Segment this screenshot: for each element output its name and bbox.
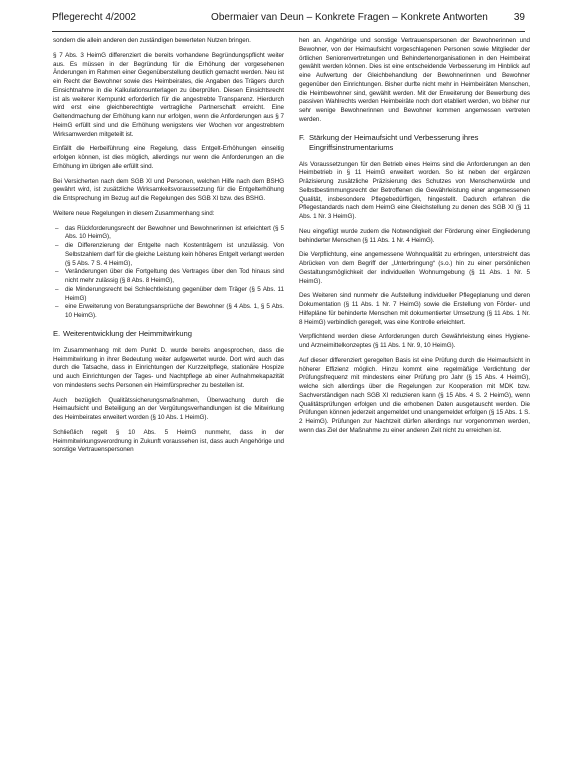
- paragraph: Schließlich regelt § 10 Abs. 5 HeimG nunmehr, dass in der Heimmitwirkungsverordnung in Zukunft voraussehen ist, dass auch Angehörige und sonstige Vertrauenspersonen: [53, 428, 284, 454]
- section-heading-e: [53, 329, 284, 339]
- paragraph: Im Zusammenhang mit dem Punkt D. wurde bereits angesprochen, dass die Heimmitwirkung in ihrer Bedeutung weiter aufgewertet wurde. Dort wird auch das durch die Tatsache, dass in Einrichtungen der Kurzzeitpflege, stationäre Hospize und auch Einrichtungen der Tages- und Nachtpflege ab einer Aufnahmekapazität von mindestens sechs Personen ein Heimfürsprecher zu bestellen ist.: [53, 346, 284, 389]
- paragraph: § 7 Abs. 3 HeimG differenziert die bereits vorhandene Begründungspflicht weiter aus. Es müssen in der Begründung für die Erhöhung der vorgesehenen Änderungen im Rahmen einer Gegenüberstellung deutlich gemacht werden. Neu ist ein Recht der Bewohner sowie des Heimbeirates, die Angaben des Trägers durch Einsichtnahme in die Kalkulationsunterlagen zu überprüfen. Diesen Einsichtsrecht ist als weiterer Kernpunkt erforderlich für die angestrebte Transparenz. Hierdurch wird erst eine gleichberechtigte vertragliche Partnerschaft erreicht. Eine Geltendmachung der Erhöhung kann nur erfolgen, wenn die Anforderungen aus § 7 HeimG erfüllt sind und die Erhöhung wenigstens vier Wochen vor angestrebtem Wirksamwerden mitgeteilt ist.: [53, 51, 284, 138]
- section-title: Stärkung der Heimaufsicht und Verbesserung ihres Eingriffsinstrumentariums: [309, 132, 479, 152]
- page-header: [52, 12, 525, 32]
- section-title: Weiterentwicklung der Heimmitwirkung: [63, 328, 192, 338]
- section-number: F.: [299, 132, 305, 142]
- paragraph: Bei Versicherten nach dem SGB XI und Personen, welchen Hilfe nach dem BSHG gewährt wird, ist zusätzliche Wirksamkeitsvoraussetzung für die Entgelterhöhung die Entsprechung im Bezug auf die Regelungen des SGB XI bzw. des BSHG.: [53, 177, 284, 202]
- paragraph: hen an. Angehörige und sonstige Vertrauenspersonen der Bewohnerinnen und Bewohner, von der Heimaufsicht vorgeschlagenen Personen sowie Mitglieder der örtlichen Seniorenvertretungen und Behindertenorganisationen in den Heimbeirat gewählt werden können. Dies ist eine entscheidende Verbesserung im Hinblick auf eine Aufwertung der Gleichbehandlung der Bewohnerinnen und Bewohner gegenüber den Einrichtungen. Bisher durfte nicht mehr in Heimbeiräten Menschen, die Heimbewohner sind, gewählt werden. Mit der Erweiterung der Bewerbung des passiven Wahlrechts werden Heimbeiräte noch dort etabliert werden, wo bisher nur sehr wenige Bewohnerinnen und Bewohner kommen angemessen vertreten werden.: [299, 37, 530, 123]
- list-item: – die Minderungsrecht bei Schlechtleistung gegenüber dem Träger (§ 5 Abs. 11 HeimG): [53, 286, 284, 304]
- paragraph: Neu eingefügt wurde zudem die Notwendigkeit der Förderung einer Eingliederung behinderter Menschen (§ 11 Abs. 1 Nr. 4 HeimG).: [299, 227, 530, 244]
- section-number: E.: [53, 328, 61, 338]
- paragraph: Auch bezüglich Qualitätssicherungsmaßnahmen, Überwachung durch die Heimaufsicht und Beteiligung an der Vergütungsverhandlungen ist die Mitwirkung des Heimbeirates erweitert worden (§ 10 Abs. 1 HeimG).: [53, 396, 284, 421]
- paragraph: Auf dieser differenziert geregelten Basis ist eine Prüfung durch die Heimaufsicht in höherer Effizienz möglich. Hinzu kommt eine regelmäßige Verdichtung der Prüfungsfrequenz mit mindestens einer Prüfung pro Jahr (§ 15 Abs. 4 HeimG), welche sich allerdings über die Regelungen zur Kooperation mit MDK bzw. Sachverständigen nach SGB XI reduzieren kann (§ 15 Abs. 4 S. 2 HeimG), wenn Qualitätsprüfungen erfolgen und die erhobenen Daten ausgetauscht werden. Die Prüfungen können jederzeit angemeldet und unangemeldet erfolgen (§ 15 Abs. 1 S. 2 HeimG). Prüfungen zur Nachtzeit dürfen allerdings nur vorgenommen werden, wenn das Ziel der Maßnahme zu einer anderen Zeit nicht zu erreichen ist.: [299, 356, 530, 434]
- section-heading-f: [299, 133, 530, 153]
- paragraph: Einfällt die Herbeiführung eine Regelung, dass Entgelt-Erhöhungen einseitig erfolgen können, ist dies möglich, allerdings nur wenn die Anforderungen an die Erhöhung im übrigen alle erfüllt sind.: [53, 145, 284, 170]
- paragraph: sondern die allein anderen den zuständigen bewerteten Nutzen bringen.: [53, 37, 251, 44]
- right-column: [299, 37, 530, 775]
- left-column: [53, 37, 284, 775]
- paragraph: Als Voraussetzungen für den Betrieb eines Heims sind die Anforderungen an den Heimbetrieb in § 11 HeimG erweitert worden. So ist neben der ergänzen Präzisierung zusätzliche Präzisierung des Schutzes von Menschenwürde und Selbstbestimmungsrecht der Betroffenen die Gewährleistung einer angemessenen Qualität, insbesondere Pflegebedürftigen, hingestellt. Dadurch erfahren die Pflegestandards nach dem HeimG eine Gleichstellung zu denen des SGB XI (§ 11 Abs. 1 Nr. 3 HeimG).: [299, 160, 530, 220]
- list-item: – das Rückforderungsrecht der Bewohner und Bewohnerinnen ist erleichtert (§ 5 Abs. 10 HeimG),: [53, 225, 284, 243]
- paragraph: Die Verpflichtung, eine angemessene Wohnqualität zu erbringen, unterstreicht das Abrücken von dem Begriff der „Unterbringung“ (s.o.) hin zu einer persönlichen Gestaltungsmöglichkeit der individuellen Wohnumgebung (§ 11 Abs. 1 Nr. 5 HeimG).: [299, 251, 530, 285]
- paragraph: Verpflichtend werden diese Anforderungen durch Gewährleistung eines Hygiene- und Arzneimittelkonzeptes (§ 11 Abs. 1 Nr. 9, 10 HeimG).: [299, 333, 530, 349]
- regulations-list: [53, 225, 284, 321]
- list-item: – Veränderungen über die Fortgeltung des Vertrages über den Tod hinaus sind nicht mehr zulässig (§ 8 Abs. 8 HeimG),: [53, 268, 284, 286]
- journal-name: Pflegerecht 4/2002: [52, 12, 136, 23]
- page-number: 39: [513, 12, 525, 23]
- paragraph: Des Weiteren sind nunmehr die Aufstellung individueller Pflegeplanung und deren Dokumentation (§ 11 Abs. 1 Nr. 7 HeimG) sowie die Erstellung von Förder- und Hilfepläne für behinderte Menschen mit dokumentierter Umsetzung (§ 11 Abs. 1 Nr. 8 HeimG) verbindlich geregelt, was eine Kontrolle erleichtert.: [299, 292, 530, 326]
- list-item: – die Differenzierung der Entgelte nach Kostenträgern ist unzulässig. Von Selbstzahlern darf für die gleiche Leistung kein höheres Entgelt verlangt werden (§ 5 Abs. 7 S. 4 HeimG),: [53, 242, 284, 268]
- paragraph: Weitere neue Regelungen in diesem Zusammenhang sind:: [53, 209, 215, 217]
- list-item: – eine Erweiterung von Beratungsansprüche der Bewohner (§ 4 Abs. 1, § 5 Abs. 10 HeimG).: [53, 303, 284, 321]
- running-title: Obermaier van Deun – Konkrete Fragen – Konkrete Antworten: [211, 12, 488, 23]
